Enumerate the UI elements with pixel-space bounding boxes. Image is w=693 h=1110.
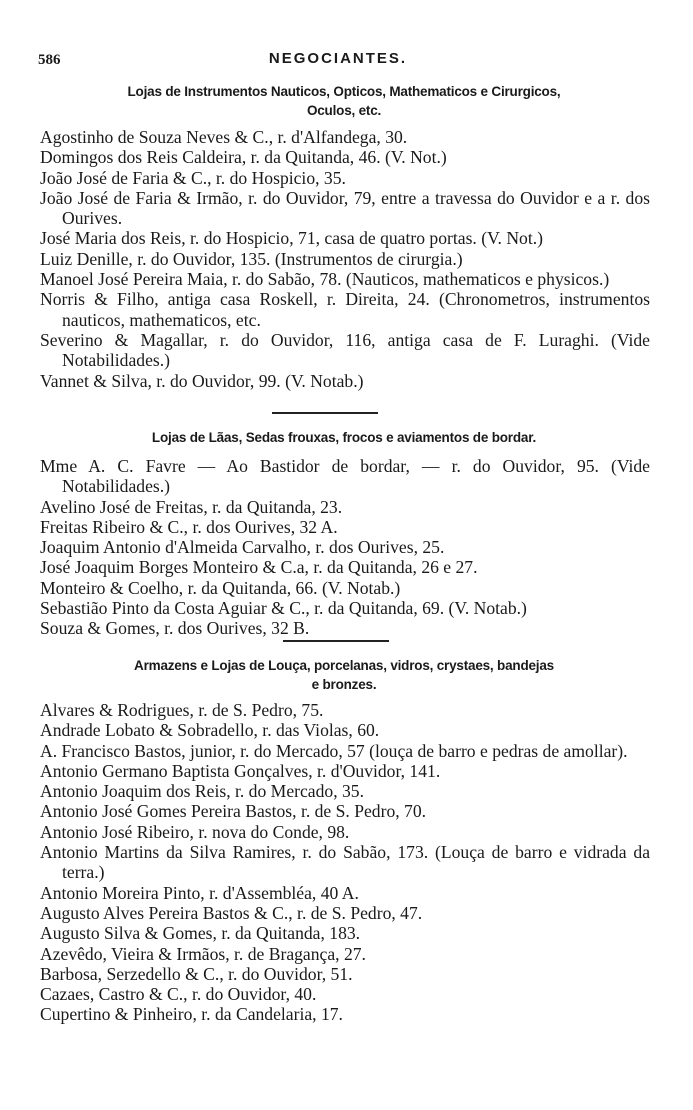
section-heading-line: Lojas de Lãas, Sedas frouxas, frocos e aviamentos de bordar. (151, 430, 537, 445)
running-title: NEGOCIANTES. (268, 50, 408, 67)
list-item: Antonio José Ribeiro, r. nova do Conde, 98. (40, 821, 350, 842)
section-heading-crockery (38, 656, 650, 694)
list-item: Barbosa, Serzedello & C., r. do Ouvidor, 51. (40, 963, 353, 984)
list-item: Sebastião Pinto da Costa Aguiar & C., r. da Quitanda, 69. (V. Notab.) (40, 598, 527, 619)
section-heading-line: Oculos, etc. (306, 103, 382, 118)
list-item: João José de Faria & C., r. do Hospicio, 35. (40, 167, 346, 188)
list-item: Cazaes, Castro & C., r. do Ouvidor, 40. (40, 984, 317, 1005)
page-header (38, 50, 638, 74)
list-item: Andrade Lobato & Sobradello, r. das Violas, 60. (40, 720, 380, 741)
list-item: Augusto Alves Pereira Bastos & C., r. de S. Pedro, 47. (40, 902, 423, 923)
list-item: A. Francisco Bastos, junior, r. do Mercado, 57 (louça de barro e pedras de amollar). (40, 740, 628, 761)
section-heading-instruments (38, 82, 650, 120)
list-item: Antonio Germano Baptista Gonçalves, r. d'Ouvidor, 141. (40, 760, 441, 781)
list-item: Manoel José Pereira Maia, r. do Sabão, 78. (Nauticos, mathematicos e physicos.) (40, 269, 610, 290)
list-item: Joaquim Antonio d'Almeida Carvalho, r. dos Ourives, 25. (40, 537, 445, 558)
list-item: Antonio Moreira Pinto, r. d'Assembléa, 40 A. (40, 882, 359, 903)
list-item: Augusto Silva & Gomes, r. da Quitanda, 183. (40, 923, 361, 944)
section-heading-embroidery (38, 428, 650, 447)
list-item: José Joaquim Borges Monteiro & C.a, r. da Quitanda, 26 e 27. (40, 557, 478, 578)
list-item: José Maria dos Reis, r. do Hospicio, 71, casa de quatro portas. (V. Not.) (40, 228, 543, 249)
list-item: Avelino José de Freitas, r. da Quitanda, 23. (40, 496, 343, 517)
list-item: Cupertino & Pinheiro, r. da Candelaria, 17. (40, 1004, 343, 1025)
list-item: João José de Faria & Irmão, r. do Ouvidor, 79, entre a travessa do Ouvidor e a r. dos Ourives. (40, 187, 650, 229)
list-item: Mme A. C. Favre — Ao Bastidor de bordar, — r. do Ouvidor, 95. (Vide Notabilidades.) (40, 456, 650, 497)
list-item: Luiz Denille, r. do Ouvidor, 135. (Instrumentos de cirurgia.) (40, 248, 463, 269)
list-item: Antonio Joaquim dos Reis, r. do Mercado, 35. (40, 781, 364, 802)
section-divider (283, 640, 389, 642)
section-divider (272, 412, 378, 414)
list-item: Vannet & Silva, r. do Ouvidor, 99. (V. Notab.) (40, 370, 364, 391)
list-item: Antonio Martins da Silva Ramires, r. do Sabão, 173. (Louça de barro e vidrada da terra.) (40, 842, 650, 883)
section-heading-line: Lojas de Instrumentos Nauticos, Opticos, Mathematicos e Cirurgicos, (127, 84, 561, 99)
section-heading-line: e bronzes. (311, 677, 377, 692)
list-item: Severino & Magallar, r. do Ouvidor, 116, antiga casa de F. Luraghi. (Vide Notabilidades.) (40, 329, 650, 371)
list-item: Azevêdo, Vieira & Irmãos, r. de Bragança, 27. (40, 943, 366, 964)
list-item: Antonio José Gomes Pereira Bastos, r. de S. Pedro, 70. (40, 801, 427, 822)
list-item: Souza & Gomes, r. dos Ourives, 32 B. (40, 618, 310, 639)
list-item: Agostinho de Souza Neves & C., r. d'Alfandega, 30. (40, 127, 408, 147)
list-item: Domingos dos Reis Caldeira, r. da Quitanda, 46. (V. Not.) (40, 147, 447, 168)
list-item: Norris & Filho, antiga casa Roskell, r. Direita, 24. (Chronometros, instrumentos nauticos, mathematicos, etc. (40, 289, 650, 330)
section-entries-instruments (40, 127, 650, 391)
page-number: 586 (38, 52, 61, 68)
list-item: Alvares & Rodrigues, r. de S. Pedro, 75. (40, 700, 324, 720)
list-item: Monteiro & Coelho, r. da Quitanda, 66. (V. Notab.) (40, 577, 401, 598)
list-item: Freitas Ribeiro & C., r. dos Ourives, 32 A. (40, 516, 338, 537)
section-entries-embroidery (40, 456, 650, 639)
section-heading-line: Armazens e Lojas de Louça, porcelanas, vidros, crystaes, bandejas (134, 658, 554, 673)
section-entries-crockery (40, 700, 650, 1025)
